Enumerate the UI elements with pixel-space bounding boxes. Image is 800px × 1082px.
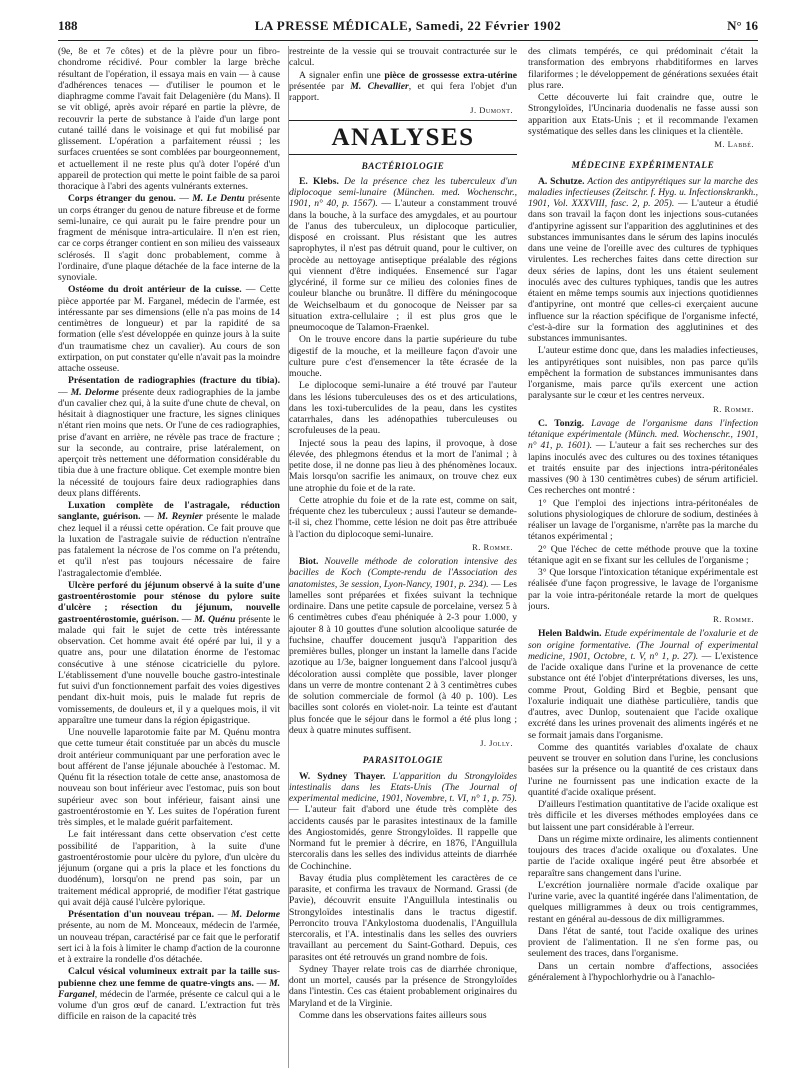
signature: J. Dumont. <box>470 105 513 116</box>
paragraph: Présentation d'un nouveau trépan. — M. Delorme présente, au nom de M. Monceaux, médecin de l'armée, un nouveau trépan, caractérisé par ce fait que le perforatif sert ici à la fois à limiter le champ d'action de la couronne et à extraire la rondelle d'os détachée. <box>58 909 280 965</box>
paragraph: Dans l'état de santé, tout l'acide oxalique des urines provient de l'alimentation. Il ne s'en forme pas, ou seulement des traces, dans l'organisme. <box>528 925 758 960</box>
paragraph: Calcul vésical volumineux extrait par la taille sus-pubienne chez une femme de quatre-vingts ans. — M. Farganel, médecin de l'armée, présente ce calcul qui a le volume d'un gros œuf de canard. L'extraction fut très difficile en raison de la capacité très <box>58 966 280 1023</box>
rubric-title: PARASITOLOGIE <box>362 755 444 766</box>
section-title: Ulcère perforé du jéjunum observé à la suite d'une gastroentérostomie pour sténose du pylore suite d'ulcère ; résection du jéjunum, nouvelle gastroentérostomie, guérison. <box>58 579 280 625</box>
section-text: Cette pièce apportée par M. Farganel, médecin de l'armée, est intéressante par ses dimensions (elle n'a pas moins de 14 centimètres de longueur) et par la rapidité de sa formation (elle s'est développée en quinze jours à la suite d'un traumatisme chez un cavalier). Au cours de son extirpation, on put constater qu'elle n'avait pas la moindre attache osseuse. <box>58 284 280 374</box>
author: M. Delorme <box>70 386 119 398</box>
article-ref: (The Journal of experimental medicine, 1901, Octobre, t. V, n° 1, p. 27). <box>528 639 758 662</box>
section-title: Ostéome du droit antérieur de la cuisse. <box>68 284 242 296</box>
author: M. Chevallier <box>350 80 409 92</box>
article-text: — L'existence de l'acide oxalique dans l'urine et la provenance de cette substance ont été l'objet d'interprétations diverses, les uns, comme Prout, Golding Bird et Begbie, pensant que l'oxalurie indiquait une diathèse particulière, tandis que d'autres, avec Dunlop, soutenaient que l'acide oxalique excrété dans les urines provenait des aliments ingérés et ne se formait jamais dans l'organisme. <box>528 650 758 741</box>
column-1 <box>58 46 280 1068</box>
article-title: Nouvelle méthode de coloration intensive des bacilles de Koch <box>289 556 517 579</box>
running-header <box>58 18 758 38</box>
paragraph: Comme des quantités variables d'oxalate de chaux peuvent se trouver en solution dans l'urine, les conclusions basées sur la présence ou la quantité de ces cristaux dans l'urine ne fournissent pas une indication exacte de la quantité d'acide oxalique présent. <box>528 741 758 798</box>
section-text: médecin de l'armée, présente ce calcul qui a le volume d'un gros œuf de canard. L'extraction fut très difficile en raison de la capacité très <box>58 988 280 1023</box>
paragraph: des climats tempérés, ce qui prédominait c'était la transformation des embryons rhabditiformes en larves filariformes ; le développement de générations sexuées était plus rare. <box>528 46 758 91</box>
article-ref: (Compte-rendu de l'Association des anatomistes, 3e session, Lyon-Nancy, 1901, p. 234). <box>289 567 517 590</box>
author: A. Schutze. <box>538 175 585 187</box>
paragraph: (9e, 8e et 7e côtes) et de la plèvre pour un fibro-chondrome récidivé. Pour combler la large brèche résultant de l'opération, il essaya mais en vain — à cause d'adhérences tenaces — d'utiliser le poumon et le diaphragme comme l'avait fait Delagenière (du Mans). Il se vit obligé, après avoir réparé en partie la plèvre, de recouvrir la perte de substance à l'aide d'un large pont cutané taillé dans le voisinage et qui fut mobilisé par glissement. L'opération a parfaitement réussi ; les surfaces cruentées se sont comblées par bourgeonnement, et actuellement il ne reste plus qu'à doter l'opéré d'un appareil de protection qui mette le point faible de sa paroi thoracique à l'abri des agents vulnérants externes. <box>58 46 280 192</box>
paragraph <box>528 628 758 741</box>
list-item: 2° Que l'échec de cette méthode prouve que la toxine tétanique agit en se fixant sur les cellules de l'organisme ; <box>528 543 758 566</box>
issue-number: N° 16 <box>727 18 758 33</box>
article-text: — L'auteur a fait ses recherches sur des lapins inoculés avec des cultures ou des toxines tétaniques et traités ensuite par des injections intra-péritonéales massives (90 à 130 centimètres cubes) de sérum artificiel. Ces recherches ont montré : <box>528 440 758 497</box>
paragraph <box>289 176 517 334</box>
author: C. Tonzig. <box>538 417 585 429</box>
signature: R. Romme. <box>713 403 754 414</box>
section-text: présente deux radiographies de la jambe d'un cavalier chez qui, à la suite d'une chute de cheval, on hésitait à diagnostiquer une fracture, les signes cliniques n'étant rien moins que nets. Or l'une de ces radiographies, prise d'avant en arrière, ne révèle pas trace de fracture ; sur la seconde, au contraire, prise latéralement, on aperçoit très nettement une déformation considérable du tibia due à une fracture oblique. Cet exemple montre bien la nécessité de toujours faire deux radiographies dans deux plans différents. <box>58 386 280 499</box>
paragraph: L'auteur estime donc que, dans les maladies infectieuses, les antipyrétiques sont nuisibles, non pas parce qu'ils empêchent la formation de substances immunisantes dans l'organisme, mais parce qu'ils exercent une action paralysante sur le cœur et les centres nerveux. <box>528 345 758 402</box>
paragraph: Présentation de radiographies (fracture du tibia). — M. Delorme présente deux radiographies de la jambe d'un cavalier chez qui, à la suite d'une chute de cheval, on hésitait à diagnostiquer une fracture, les signes cliniques n'étant rien moins que nets. Or l'une de ces radiographies, prise d'avant en arrière, ne révèle pas trace de fracture ; sur la seconde, au contraire, prise latéralement, on aperçoit très nettement une déformation considérable du tibia due à une fracture oblique. Cet exemple montre bien la nécessité de toujours faire deux radiographies dans deux plans différents. <box>58 375 280 499</box>
section-title: Calcul vésical volumineux extrait par la taille sus-pubienne chez une femme de quatre-vingts ans. <box>58 966 280 989</box>
paragraph: Sydney Thayer relate trois cas de diarrhée chronique, dont un mortel, causés par la présence de Strongyloïdes dans l'intestin. Ces cas étaient probablement originaires du Maryland et de la Virginie. <box>289 963 517 1009</box>
divider <box>289 120 517 121</box>
author: M. Delorme <box>231 909 280 920</box>
paragraph: restreinte de la vessie qui se trouvait contracturée sur le calcul. <box>289 46 517 69</box>
rubric-title: BACTÉRIOLOGIE <box>361 160 445 171</box>
signature: R. Romme. <box>472 541 513 552</box>
paragraph: Le diplocoque semi-lunaire a été trouvé par l'auteur dans les lésions tuberculeuses des os et des articulations, dans les toxi-tuberculides de la peau, dans les cystites catarrhales, dans les adénopathies tuberculeuses ou scrofuleuses de la peau. <box>289 380 517 437</box>
article-title: Action des antipyrétiques sur la marche des maladies infectieuses <box>528 175 758 198</box>
paragraph: Corps étranger du genou. — M. Le Dentu présente un corps étranger du genou de nature fibreuse et de forme semi-lunaire, ce qui aurait pu le faire prendre pour un fragment de ménisque intra-articulaire. Il n'en est rien, car ce corps étranger contient en son milieu des vaisseaux sclérosés. Il s'agit donc probablement, comme à l'ordinaire, d'une plaque détachée de la face interne de la synoviale. <box>58 193 280 283</box>
text: A signaler enfin une <box>299 69 381 81</box>
article-ref: (Zeitschr. f. Hyg. u. Infectionskrankh., 1901, Vol. XXXVIII, fasc. 2, p. 205). <box>528 186 758 209</box>
paragraph: Une nouvelle laparotomie faite par M. Quénu montra que cette tumeur était constituée par un abcès du muscle droit antérieur communiquant par une perforation avec le bout afférent de l'anse jéjunale abouchée à l'estomac. M. Quénu fit la résection totale de cette anse, anastomosa de nouveau son bout inférieur avec l'estomac, puis son bout supérieur avec son bout inférieur, faisant ainsi une gastroentérostomie en Y. Les suites de l'opération furent très simples, et le malade guérit parfaitement. <box>58 727 280 828</box>
rubric-title: MÉDECINE EXPÉRIMENTALE <box>571 160 715 171</box>
paragraph: Dans un régime mixte ordinaire, les aliments contiennent toujours des traces d'acide oxalique ou d'oxalates. Une partie de l'acide oxalique ingéré peut être absorbée et reparaître sans changement dans l'urine. <box>528 833 758 879</box>
paragraph <box>289 556 517 736</box>
signature: M. Labbé. <box>714 139 754 149</box>
page-number: 188 <box>58 18 78 33</box>
paragraph: Le fait intéressant dans cette observation c'est cette possibilité de l'apparition, à la suite d'une gastroentérostomie pour ulcère du pylore, d'un ulcère du jéjunum (organe qui a pris la place et les fonctions du duodénum), lorsqu'on ne prend pas soin, par un traitement médical approprié, de modifier l'état gastrique qui avait déjà causé l'ulcère pylorique. <box>58 829 280 908</box>
divider <box>289 154 517 155</box>
section-text: présente, au nom de M. Monceaux, médecin de l'armée, un nouveau trépan, caractérisé par ce fait que le perforatif sert ici à la fois à limiter le champ d'action de la couronne et à extraire la rondelle d'os détachée. <box>58 920 280 965</box>
paragraph: Injecté sous la peau des lapins, il provoque, à dose élevée, des phlegmons étendus et la mort de l'animal ; à petite dose, il ne donne pas lieu à des phénomènes locaux. Mais lorsqu'on sacrifie les animaux, on trouve chez eux une atrophie du foie et de la rate. <box>289 437 517 494</box>
paragraph <box>528 176 758 345</box>
list-item: 3° Que lorsque l'intoxication tétanique expérimentale est réalisée d'une façon progressive, le lavage de l'organisme par la voie intra-péritonéale retarde la mort de quelques jours. <box>528 567 758 612</box>
signature: R. Romme. <box>713 614 754 624</box>
text: présentée par <box>289 80 344 92</box>
article-text: — L'auteur a étudié dans son travail la façon dont les injections sous-cutanées d'antipyrine agissent sur l'apparition des agglutinines et des substances immunisantes dans le sérum des lapins inoculés dans une veine de l'oreille avec des cultures de typhiques virulentes. Les recherches faites dans cette direction sur deux séries de lapins, dont les uns étaient seulement inoculés avec des cultures typhiques, tandis que les autres étaient en même temps soumis aux injections quotidiennes d'antipyrine, ont montré que celles-ci exerçaient aucune influence sur la réaction spécifique de l'organisme infecté, c'est-à-dire sur la formation des agglutinines et des substances immunisantes. <box>528 198 758 344</box>
paragraph <box>289 771 517 872</box>
list-item: 1° Que l'emploi des injections intra-péritonéales de solutions physiologiques de chlorure de sodium, destinées à réaliser un lavage de l'organisme, n'arrête pas la marche du tétanos expérimental ; <box>528 497 758 543</box>
article-title: Etude expérimentale de l'oxalurie et de son origine formentative. <box>528 628 758 651</box>
author: Helen Baldwin. <box>538 628 602 640</box>
section-heading: ANALYSES <box>331 123 475 151</box>
article-title: L'apparition du Strongyloïdes intestinalis dans les Etats-Unis <box>289 770 517 793</box>
section-title: Présentation de radiographies (fracture du tibia). <box>68 375 280 387</box>
paragraph: Ulcère perforé du jéjunum observé à la suite d'une gastroentérostomie pour sténose du pylore suite d'ulcère ; résection du jéjunum, nouvelle gastroentérostomie, guérison. — M. Quénu présente le malade qui fait le sujet de cette très intéressante observation. Cet homme avait été opéré par lui, il y a quatre ans, pour une dilatation énorme de l'estomac consécutive à une sténose cicatricielle du pylore. L'établissement d'une nouvelle bouche gastro-intestinale fut suivi d'un fonctionnement parfait des voies digestives pendant dix-huit mois, puis le malade fut repris de vomissements, de douleurs et, il y a quelques mois, il vit apparaître une tumeur dans la région épigastrique. <box>58 579 280 726</box>
author: M. Farganel <box>58 977 280 1000</box>
paragraph: On le trouve encore dans la partie supérieure du tube digestif de la mouche, et la meilleure façon d'avoir une culture pure c'est d'ensemencer la tête écrasée de la mouche. <box>289 334 517 379</box>
article-ref: (The Journal of experimental medicine, 1901, Novembre, t. VI, n° 1, p. 75). <box>289 781 517 804</box>
paragraph: Ostéome du droit antérieur de la cuisse. — Cette pièce apportée par M. Farganel, médecin de l'armée, est intéressante par ses dimensions (elle n'a pas moins de 14 centimètres de longueur) et par la rapidité de sa formation (elle s'est développée en quinze jours à la suite d'un traumatisme chez un cavalier). Au cours de son extirpation, on put constater qu'elle n'avait pas la moindre attache osseuse. <box>58 284 280 374</box>
article-text: — L'auteur fait d'abord une étude très complète des accidents causés par le parasites intestinaux de la famille des Angiostomidés, genre Strongyloïdes. Il rappelle que Normand fut le premier à décrire, en 1876, l'Anguillula stercoralis dans les selles des individus atteints de diarrhée de Cochinchine. <box>289 804 517 872</box>
paragraph: L'excrétion journalière normale d'acide oxalique par l'urine varie, avec la quantité ingérée dans l'alimentation, de quelques milligrammes à deux ou trois centigrammes, restant en général au-dessous de dix milligrammes. <box>528 879 758 925</box>
section-text: présente un corps étranger du genou de nature fibreuse et de forme semi-lunaire, ce qui aurait pu le faire prendre pour un fragment de ménisque intra-articulaire. Il n'en est rien, car ce corps étranger contient en son milieu des vaisseaux sclérosés. Il s'agit donc probablement, comme à l'ordinaire, d'une plaque détachée de la face interne de la synoviale. <box>58 193 280 283</box>
article-ref: (Münch. med. Wochenschr., 1901, n° 41, p. 1601). <box>528 429 758 452</box>
header-rule <box>58 40 758 41</box>
text: , et qui fera l'objet d'un rapport. <box>289 80 517 103</box>
journal-title: LA PRESSE MÉDICALE, Samedi, 22 Février 1902 <box>254 18 562 33</box>
paragraph: Dans un certain nombre d'affections, associées généralement à l'hypochlorhydrie ou à l'anachlo- <box>528 960 758 983</box>
paragraph <box>289 70 517 104</box>
paragraph: Bavay étudia plus complètement les caractères de ce parasite, et confirma les travaux de Normand. Grassi (de Pavie), découvrit ensuite l'Anguillula intestinalis ou Strongyloïdes intestinalis dans le tractus digestif. Perroncito trouva l'Ankylostoma duodenalis, l'Anguillula stercoralis, et l'A. intestinalis dans les selles des ouvriers travaillant au percement du Saint-Gothard. Depuis, ces parasites ont été retrouvés un grand nombre de fois. <box>289 872 517 963</box>
author: E. Klebs. <box>299 175 339 187</box>
paragraph: Cette atrophie du foie et de la rate est, comme on sait, fréquente chez les tuberculeux ; aussi l'auteur se demande-t-il si, chez l'homme, cette lésion ne doit pas être attribuée à l'action du diplocoque semi-lunaire. <box>289 494 517 540</box>
section-title: Présentation d'un nouveau trépan. <box>68 909 214 920</box>
author: M. Quénu <box>194 613 236 625</box>
article-title: Lavage de l'organisme dans l'infection tétanique expérimentale <box>528 417 758 440</box>
article-text: — L'auteur a constamment trouvé dans la bouche, à la surface des amygdales, et au pourtour de l'anus des tuberculeux, un diplocoque particulier, disposé en croissant. Plus résistant que les autres saprophytes, il n'est pas détruit quand, pour le cultiver, on procède au nettoyage antiseptique préalable des régions qui viennent d'être indiquées. Ensemencé sur l'agar glycériné, il forme sur ce milieu des colonies fines de couleur blanche ou brunâtre. Il diffère du méningocoque de Weichselbaum et du gonocoque de Neisser par sa situation extra-cellulaire ; il est plus gros que le pneumocoque de Talamon-Fraenkel. <box>289 198 517 333</box>
paragraph <box>528 418 758 497</box>
section-text: présente le malade chez lequel il a réussi cette opération. Ce fait prouve que la luxation de l'astragale suivie de réduction n'entraîne pas fatalement la nécrose de l'os comme on l'a prétendu, et qu'il n'est pas toujours nécessaire de faire l'astragalectomie d'emblée. <box>58 511 280 579</box>
signature: J. Jolly. <box>480 738 513 748</box>
column-2 <box>288 46 517 1068</box>
paragraph: Luxation complète de l'astragale, réduction sanglante, guérison. — M. Reynier présente le malade chez lequel il a réussi cette opération. Ce fait prouve que la luxation de l'astragale suivie de réduction n'entraîne pas fatalement la nécrose de l'os comme on l'a prétendu, et qu'il n'est pas toujours nécessaire de faire l'astragalectomie d'emblée. <box>58 500 280 579</box>
paragraph: D'ailleurs l'estimation quantitative de l'acide oxalique est très difficile et les diverses méthodes employées dans ce but laissent une part considérable à l'erreur. <box>528 799 758 833</box>
author: M. Reynier <box>157 511 203 523</box>
author: Biot. <box>299 556 319 567</box>
article-text: — Les lamelles sont préparées et fixées suivant la technique ordinaire. Dans une petite capsule de porcelaine, versez 5 à 6 centimètres cubes d'eau phéniquée à 2-3 pour 1.000, y ajouter 8 à 10 gouttes d'une solution alcoolique saturée de fuchsine, chauffer doucement jusqu'à l'apparition des premières bulles, plonger un instant la lamelle dans l'acide azotique au 1/3e, baigner longuement dans l'alcool jusqu'à décoloration aussi complète que possible, laver plonger dans un verre de montre contenant 2 à 3 centimètres cubes de solution commerciale de formol (à 40 p. 100). Les bacilles sont colorés en violet-noir. La teinte est d'autant plus foncée que le séjour dans le formol a été plus long ; deux à quatre minutes suffisent. <box>289 578 517 736</box>
paragraph: Cette découverte lui fait craindre que, outre le Strongyloïdes, l'Uncinaria duodenalis ne fasse aussi son apparition aux Etats-Unis ; et il recommande l'examen systématique des selles dans les cliniques et la clientèle. <box>528 92 758 137</box>
article-ref: (München. med. Wochenschr., 1901, n° 40, p. 1567). <box>289 187 517 210</box>
author: M. Le Dentu <box>192 193 245 205</box>
section-title: Corps étranger du genou. <box>68 193 176 205</box>
column-3 <box>528 46 758 1068</box>
section-text: présente le malade qui fait le sujet de cette très intéressante observation. Cet homme avait été opéré par lui, il y a quatre ans, pour une dilatation énorme de l'estomac consécutive à une sténose cicatricielle du pylore. L'établissement d'une nouvelle bouche gastro-intestinale fut suivi d'un fonctionnement parfait des voies digestives pendant dix-huit mois, puis le malade fut repris de vomissements, de douleurs et, il y a quelques mois, il vit apparaître une tumeur dans la région épigastrique. <box>58 613 280 726</box>
article-title: De la présence chez les tuberculeux d'un diplocoque semi-lunaire <box>289 175 517 198</box>
bold-term: pièce de grossesse extra-utérine <box>384 69 517 81</box>
author: W. Sydney Thayer. <box>299 770 386 782</box>
section-title: Luxation complète de l'astragale, réduction sanglante, guérison. <box>58 500 280 523</box>
paragraph: Comme dans les observations faites ailleurs sous <box>299 1009 487 1021</box>
